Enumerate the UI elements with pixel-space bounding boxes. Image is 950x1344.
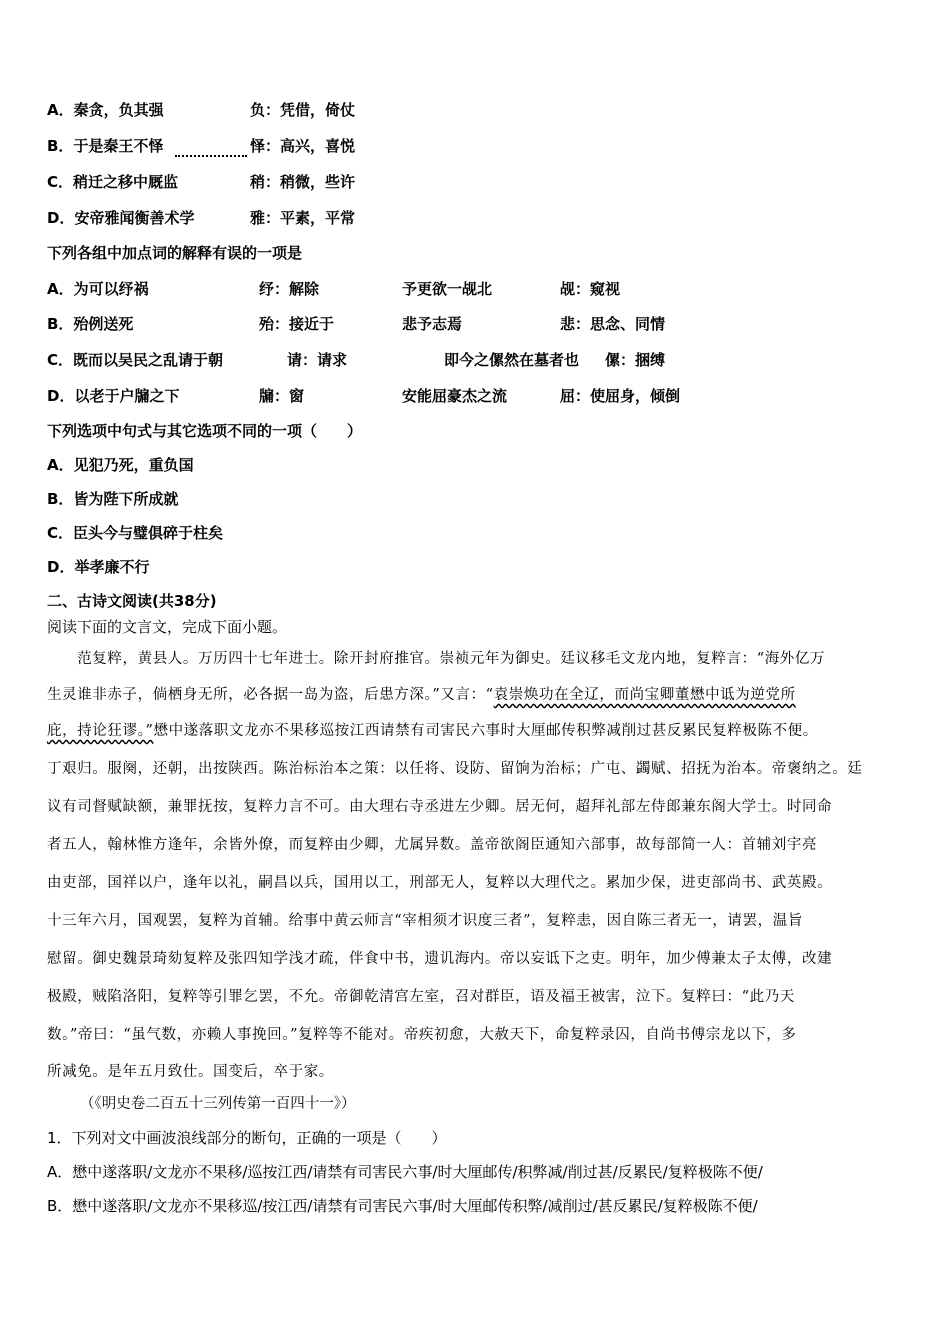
emphasis-dots [175, 141, 247, 157]
q2-a-col4: 觇：窥视 [560, 280, 621, 298]
passage-line-7: 由吏部，国祥以户，逢年以礼，嗣昌以兵，国用以工，刑部无人，复粹以大理代之。累加少保，进吏部尚书、武英殿。 [47, 875, 833, 891]
passage-line-3b: 懋中遂落职文龙亦不果移巡按江西请禁有司害民六事时大厘邮传积弊减削过甚反累民复粹极陈不便。 [153, 723, 818, 739]
passage-source: （《明史卷二百五十三列传第一百四十一》） [80, 1096, 356, 1112]
passage-line-9: 慰留。御史魏景琦劾复粹及张四知学浅才疏，伴食中书，遗讥海内。帝以妄诋下之吏。明年，加少傅兼太子太傅，改建 [47, 951, 833, 967]
q3-option-b: B．皆为陛下所成就 [47, 490, 179, 508]
prev-option-c-gloss: 稍：稍微，些许 [250, 173, 356, 191]
q2-option-d [47, 389, 907, 409]
prev-option-b [47, 137, 356, 155]
q2-c-col2: 请：请求 [287, 351, 348, 369]
q2-option-c [47, 353, 907, 373]
prev-option-d-text: D．安帝雅闻衡善术学 [47, 209, 195, 227]
passage-line-11: 数。”帝曰：“虽气数，亦赖人事挽回。”复粹等不能对。帝疾初愈，大赦天下，命复粹录囚，自尚书傅宗龙以下，多 [47, 1027, 797, 1043]
passage-line-12: 所减免。是年五月致仕。国变后，卒于家。 [47, 1064, 334, 1080]
q1-stem: 1．下列对文中画波浪线部分的断句，正确的一项是（ ） [47, 1129, 447, 1147]
q2-stem: 下列各组中加点词的解释有误的一项是 [47, 244, 303, 262]
section-intro: 阅读下面的文言文，完成下面小题。 [47, 618, 288, 636]
prev-option-b-text: B．于是秦王不怿 [47, 137, 164, 155]
q2-b-col4: 悲：思念、同情 [560, 315, 666, 333]
q2-b-col1: B．殆例送死 [47, 315, 134, 333]
prev-option-b-gloss: 怿：高兴，喜悦 [250, 137, 356, 155]
q2-c-col4: 傫：捆缚 [605, 351, 666, 369]
passage-line-1: 范复粹，黄县人。万历四十七年进士。除开封府推官。崇祯元年为御史。廷议移毛文龙内地，复粹言：“海外亿万 [47, 651, 826, 667]
q2-d-col4: 屈：使屈身，倾倒 [560, 387, 681, 405]
q2-a-col3: 予更欲一觇北 [402, 280, 493, 298]
q2-d-col2: 牖：窗 [259, 387, 305, 405]
passage-line-3a: 庇，持论狂谬。” [47, 723, 154, 739]
passage-line-2b: 袁崇焕功在全辽，而尚宝卿董懋中诋为逆党所 [493, 687, 796, 703]
passage-line-4: 丁艰归。服阕，还朝，出按陕西。陈治标治本之策：以任将、设防、留饷为治标；广屯、蠲赋、招抚为治本。帝褒纳之。廷 [47, 761, 863, 777]
prev-option-a [47, 101, 356, 119]
passage-line-2a: 生灵谁非赤子，倘栖身无所，必各据一岛为盗，后患方深。”又言：“ [47, 687, 494, 703]
q2-d-col3: 安能屈豪杰之流 [402, 387, 508, 405]
prev-option-d-gloss: 雅：平素，平常 [250, 209, 356, 227]
passage-line-8: 十三年六月，国观罢，复粹为首辅。给事中黄云师言“宰相须才识度三者”，复粹恚，因自陈三者无一，请罢，温旨 [47, 913, 803, 929]
q2-b-col3: 悲予志焉 [402, 315, 463, 333]
q3-option-a: A．见犯乃死，重负国 [47, 456, 194, 474]
q3-stem: 下列选项中句式与其它选项不同的一项（ ） [47, 422, 363, 440]
prev-option-a-gloss: 负：凭借，倚仗 [250, 101, 356, 119]
q2-a-col2: 纾：解除 [259, 280, 320, 298]
q2-c-col1: C．既而以吴民之乱请于朝 [47, 351, 224, 369]
q2-option-b [47, 317, 907, 337]
passage [47, 652, 907, 1082]
q3-option-c: C．臣头今与璧俱碎于柱矣 [47, 524, 224, 542]
q2-option-a [47, 282, 907, 302]
q2-c-col3: 即今之傫然在墓者也 [444, 351, 580, 369]
passage-line-6: 者五人，翰林惟方逢年，余皆外僚，而复粹由少卿，尤属异数。盖帝欲阁臣通知六部事，故每部简一人：首辅刘宇亮 [47, 837, 818, 853]
prev-option-c-text: C．稍迁之移中厩监 [47, 173, 179, 191]
q1-option-b: B．懋中遂落职/文龙亦不果移巡/按江西/请禁有司害民六事/时大厘邮传积弊/减削过/甚反累民/复粹极陈不便/ [47, 1197, 758, 1215]
passage-line-10: 极殿，贼陷洛阳，复粹等引罪乞罢，不允。帝御乾清宫左室，召对群臣，语及福王被害，泣下。复粹曰：“此乃天 [47, 989, 795, 1005]
prev-option-c [47, 173, 356, 191]
prev-option-d [47, 209, 356, 227]
q1-option-a: A．懋中遂落职/文龙亦不果移/巡按江西/请禁有司害民六事/时大厘邮传/积弊减/削过甚/反累民/复粹极陈不便/ [47, 1163, 763, 1181]
prev-option-a-text: A．秦贪，负其强 [47, 101, 164, 119]
q2-b-col2: 殆：接近于 [259, 315, 335, 333]
passage-line-2 [47, 688, 796, 703]
passage-line-5: 议有司督赋缺额，兼罪抚按，复粹力言不可。由大理右寺丞进左少卿。居无何，超拜礼部左侍郎兼东阁大学士。时同命 [47, 799, 833, 815]
q2-d-col1: D．以老于户牖之下 [47, 387, 180, 405]
q2-a-col1: A．为可以纾祸 [47, 280, 149, 298]
section-title: 二、古诗文阅读(共38分) [47, 592, 217, 610]
q3-option-d: D．举孝廉不行 [47, 558, 150, 576]
passage-line-3 [47, 724, 818, 739]
